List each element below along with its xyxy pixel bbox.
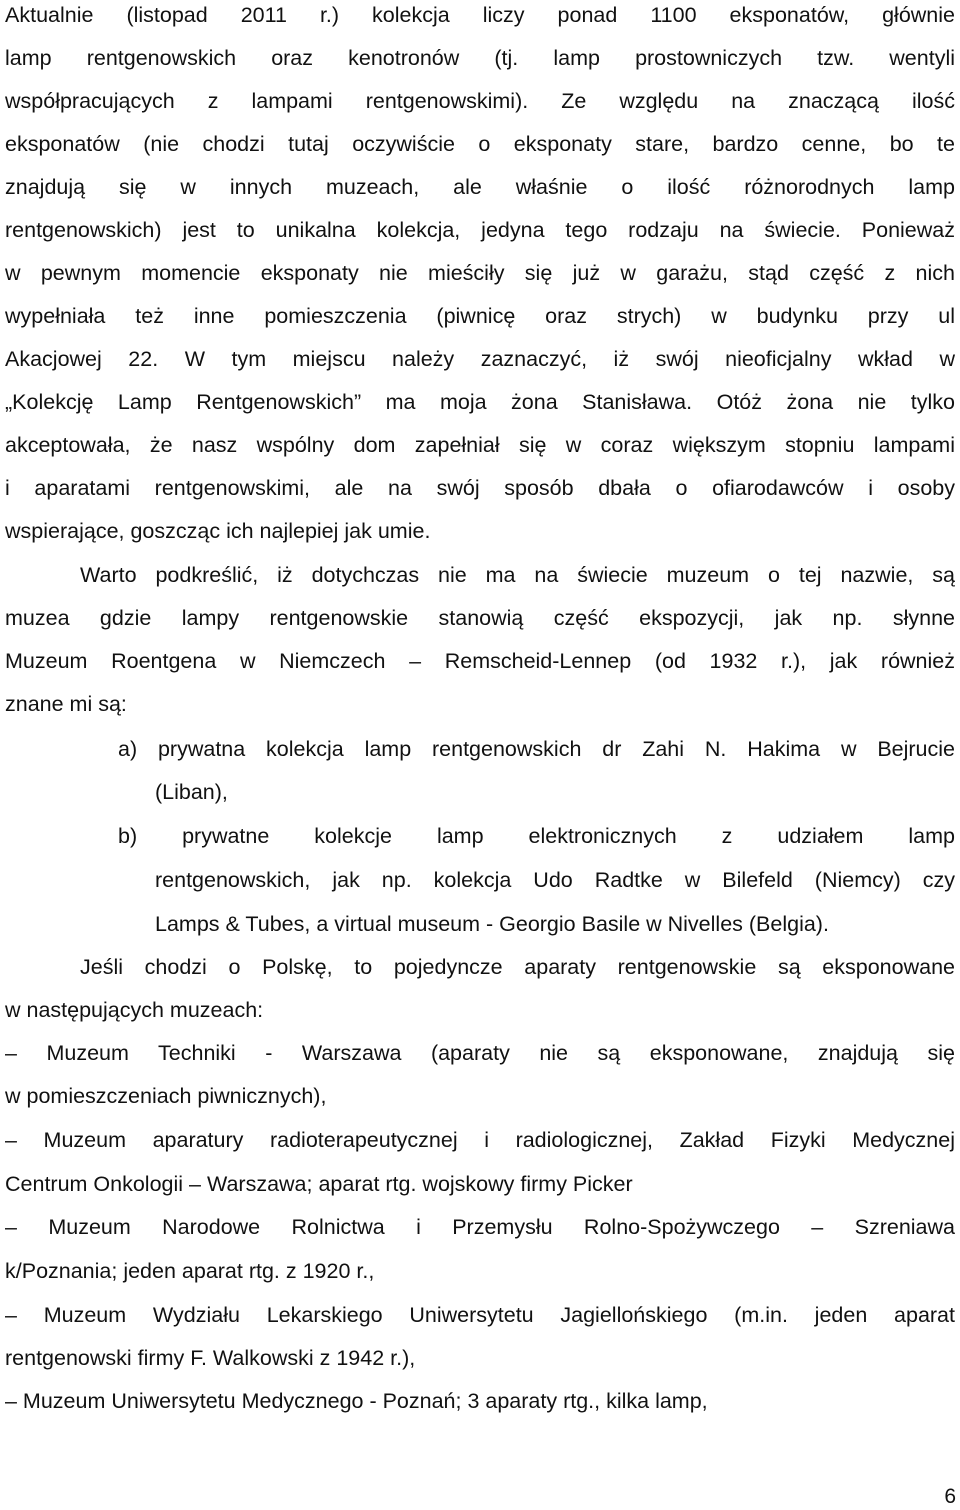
museum-list-item: – Muzeum Techniki - Warszawa (aparaty nie są eksponowane, znajdują się (5, 1041, 955, 1065)
text-line: Centrum Onkologii – Warszawa; aparat rtg. wojskowy firmy Picker (5, 1172, 633, 1196)
museum-list-item: – Muzeum Narodowe Rolnictwa i Przemysłu Rolno-Spożywczego – Szreniawa (5, 1215, 955, 1239)
list-item-continuation: (Liban), (155, 780, 228, 804)
text-line: Jeśli chodzi o Polskę, to pojedyncze aparaty rentgenowskie są eksponowane (80, 955, 955, 979)
text-line: akceptowała, że nasz wspólny dom zapełniał się w coraz większym stopniu lampami (5, 433, 955, 457)
text-line: wypełniała też inne pomieszczenia (piwnicę oraz strych) w budynku przy ul (5, 304, 955, 328)
museum-list-item: – Muzeum Uniwersytetu Medycznego - Poznań; 3 aparaty rtg., kilka lamp, (5, 1389, 708, 1413)
text-line: znajdują się w innych muzeach, ale właśnie o ilość różnorodnych lamp (5, 175, 955, 199)
text-line: znane mi są: (5, 692, 127, 716)
museum-list-item: – Muzeum aparatury radioterapeutycznej i radiologicznej, Zakład Fizyki Medycznej (5, 1128, 955, 1152)
text-line: Akacjowej 22. W tym miejscu należy zaznaczyć, iż swój nieoficjalny wkład w (5, 347, 955, 371)
text-line: Muzeum Roentgena w Niemczech – Remscheid-Lennep (od 1932 r.), jak również (5, 649, 955, 673)
text-line: w następujących muzeach: (5, 998, 264, 1022)
text-line: współpracujących z lampami rentgenowskimi). Ze względu na znaczącą ilość (5, 89, 955, 113)
text-line: rentgenowski firmy F. Walkowski z 1942 r.), (5, 1346, 416, 1370)
text-line: eksponatów (nie chodzi tutaj oczywiście o eksponaty stare, bardzo cenne, bo te (5, 132, 955, 156)
text-line: Aktualnie (listopad 2011 r.) kolekcja liczy ponad 1100 eksponatów, głównie (5, 3, 955, 27)
list-item-continuation: Lamps & Tubes, a virtual museum - Georgio Basile w Nivelles (Belgia). (155, 912, 829, 936)
text-line: lamp rentgenowskich oraz kenotronów (tj. lamp prostowniczych tzw. wentyli (5, 46, 955, 70)
text-line: rentgenowskich) jest to unikalna kolekcja, jedyna tego rodzaju na świecie. Ponieważ (5, 218, 955, 242)
text-line: w pomieszczeniach piwnicznych), (5, 1084, 327, 1108)
museum-list-item: – Muzeum Wydziału Lekarskiego Uniwersytetu Jagiellońskiego (m.in. jeden aparat (5, 1303, 955, 1327)
text-line: w pewnym momencie eksponaty nie mieściły się już w garażu, stąd część z nich (5, 261, 955, 285)
text-line: Warto podkreślić, iż dotychczas nie ma na świecie muzeum o tej nazwie, są (80, 563, 955, 587)
text-line: i aparatami rentgenowskimi, ale na swój sposób dbała o ofiarodawców i osoby (5, 476, 955, 500)
list-item-continuation: rentgenowskich, jak np. kolekcja Udo Radtke w Bilefeld (Niemcy) czy (155, 868, 955, 892)
text-line: „Kolekcję Lamp Rentgenowskich” ma moja żona Stanisława. Otóż żona nie tylko (5, 390, 955, 414)
list-item: b) prywatne kolekcje lamp elektronicznych z udziałem lamp (118, 824, 955, 848)
text-line: wspierające, goszcząc ich najlepiej jak umie. (5, 519, 431, 543)
text-line: k/Poznania; jeden aparat rtg. z 1920 r., (5, 1259, 375, 1283)
page-number: 6 (944, 1485, 956, 1508)
list-item: a) prywatna kolekcja lamp rentgenowskich dr Zahi N. Hakima w Bejrucie (118, 737, 955, 761)
text-line: muzea gdzie lampy rentgenowskie stanowią część ekspozycji, jak np. słynne (5, 606, 955, 630)
